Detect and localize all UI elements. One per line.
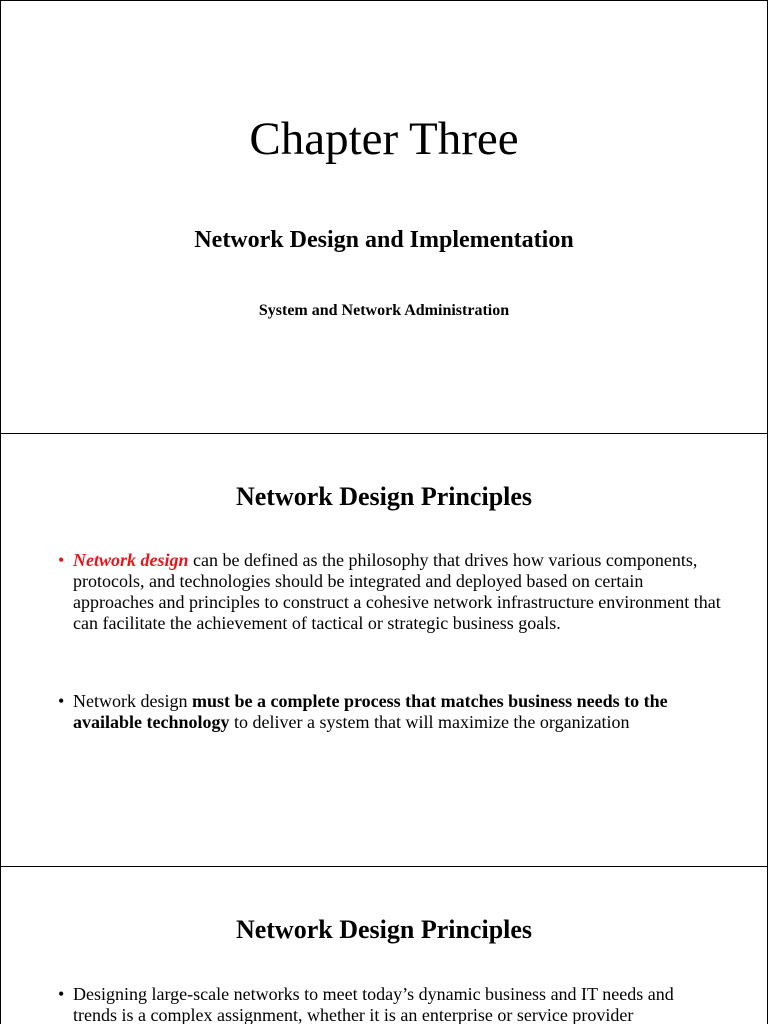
bold-text: must be a complete process that matches business needs to the available technology bbox=[73, 691, 668, 732]
slide-title: Network Design Principles bbox=[235, 915, 533, 944]
bullet-item bbox=[58, 550, 723, 634]
chapter-title: Chapter Three bbox=[249, 113, 519, 165]
highlighted-term: Network design bbox=[73, 550, 189, 570]
bullet-text: to deliver a system that will maximize the organization bbox=[229, 712, 630, 732]
bullet-marker: • bbox=[58, 550, 65, 570]
slide-2 bbox=[0, 433, 768, 867]
bullet-marker: • bbox=[58, 984, 65, 1004]
slide-title: Network Design Principles bbox=[235, 482, 533, 511]
chapter-subtitle: Network Design and Implementation bbox=[194, 227, 574, 253]
course-name: System and Network Administration bbox=[258, 302, 510, 319]
bullet-text: Network design bbox=[73, 691, 192, 711]
bullet-marker: • bbox=[58, 691, 65, 711]
bullet-text: Designing large-scale networks to meet today’s dynamic business and IT needs and trends is a complex assignment, whether it is an enterprise or service provider bbox=[73, 984, 674, 1024]
bullet-text: can be defined as the philosophy that drives how various components, protocols, and technologies should be integrated and deployed based on certain approaches and principles to construct a cohesive network infrastructure environment that can facilitate the achievement of tactical or strategic business goals. bbox=[73, 550, 721, 633]
slide-1 bbox=[0, 0, 768, 434]
bullet-item bbox=[58, 984, 718, 1024]
bullet-item bbox=[58, 691, 723, 733]
slide-3 bbox=[0, 866, 768, 1024]
